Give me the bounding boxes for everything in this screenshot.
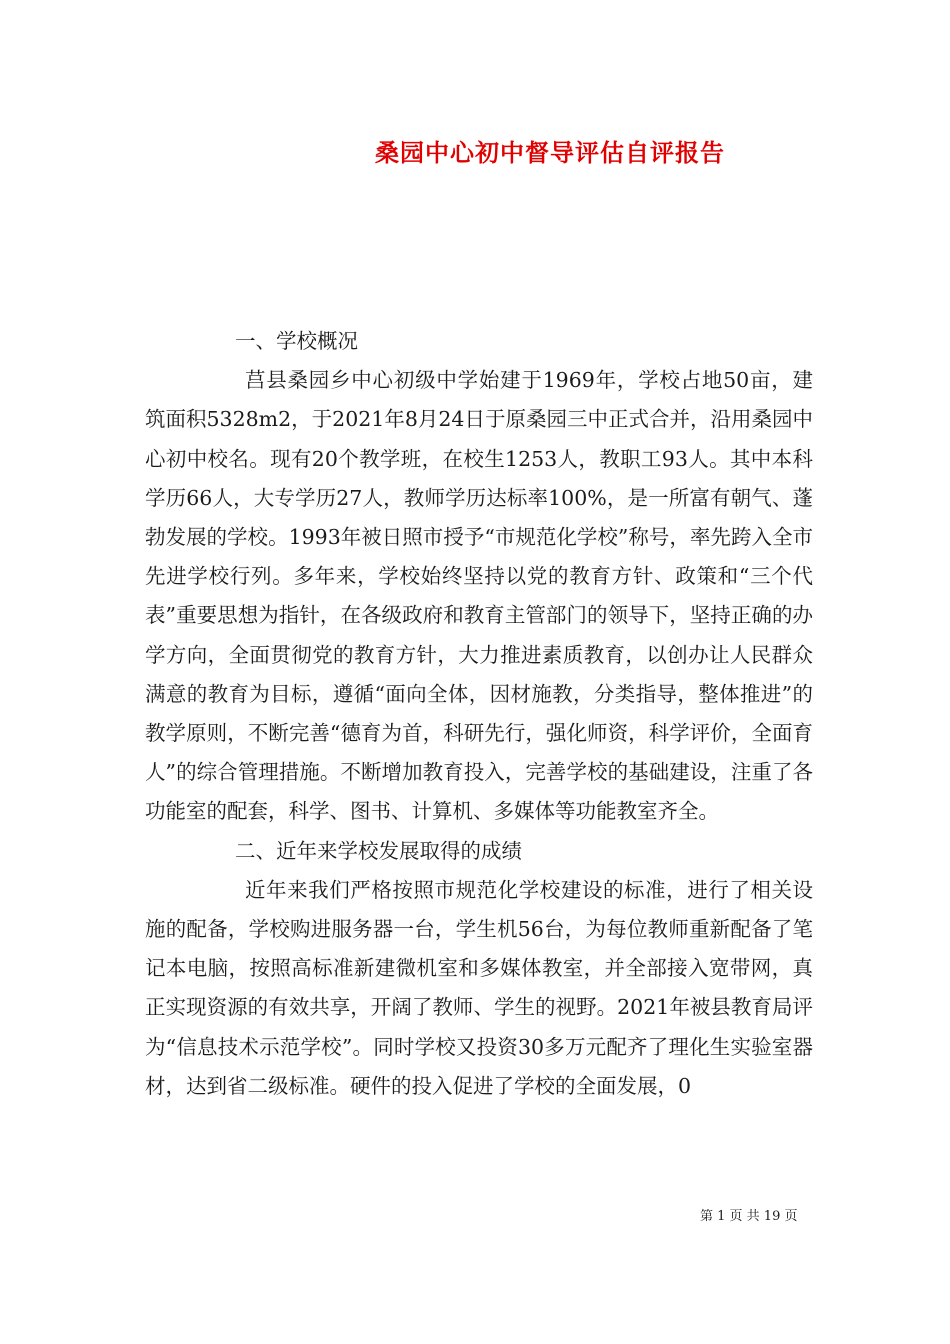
page-number-footer: 第 1 页 共 19 页 (700, 1209, 798, 1224)
section-heading-overview: 一、学校概况 (235, 329, 358, 353)
document-body (145, 322, 813, 1106)
document-title: 桑园中心初中督导评估自评报告 (375, 138, 725, 167)
paragraph-achievements: 近年来我们严格按照市规范化学校建设的标准，进行了相关设施的配备，学校购进服务器一台，学生机56台，为每位教师重新配备了笔记本电脑，按照高标准新建微机室和多媒体教室，并全部接入宽带网，真正实现资源的有效共享，开阔了教师、学生的视野。2021年被县教育局评为“信息技术示范学校”。同时学校又投资30多万元配齐了理化生实验室器材，达到省二级标准。硬件的投入促进了学校的全面发展，0 (145, 877, 813, 1098)
paragraph-overview: 莒县桑园乡中心初级中学始建于1969年，学校占地50亩，建筑面积5328m2，于2021年8月24日于原桑园三中正式合并，沿用桑园中心初中校名。现有20个教学班，在校生1253人，教职工93人。其中本科学历66人，大专学历27人，教师学历达标率100%，是一所富有朝气、蓬勃发展的学校。1993年被日照市授予“市规范化学校”称号，率先跨入全市先进学校行列。多年来，学校始终坚持以党的教育方针、政策和“三个代表”重要思想为指针，在各级政府和教育主管部门的领导下，坚持正确的办学方向，全面贯彻党的教育方针，大力推进素质教育，以创办让人民群众满意的教育为目标，遵循“面向全体，因材施教，分类指导，整体推进”的教学原则，不断完善“德育为首，科研先行，强化师资，科学评价，全面育人”的综合管理措施。不断增加教育投入，完善学校的基础建设，注重了各功能室的配套，科学、图书、计算机、多媒体等功能教室齐全。 (145, 368, 813, 824)
section-heading-achievements: 二、近年来学校发展取得的成绩 (235, 838, 522, 863)
